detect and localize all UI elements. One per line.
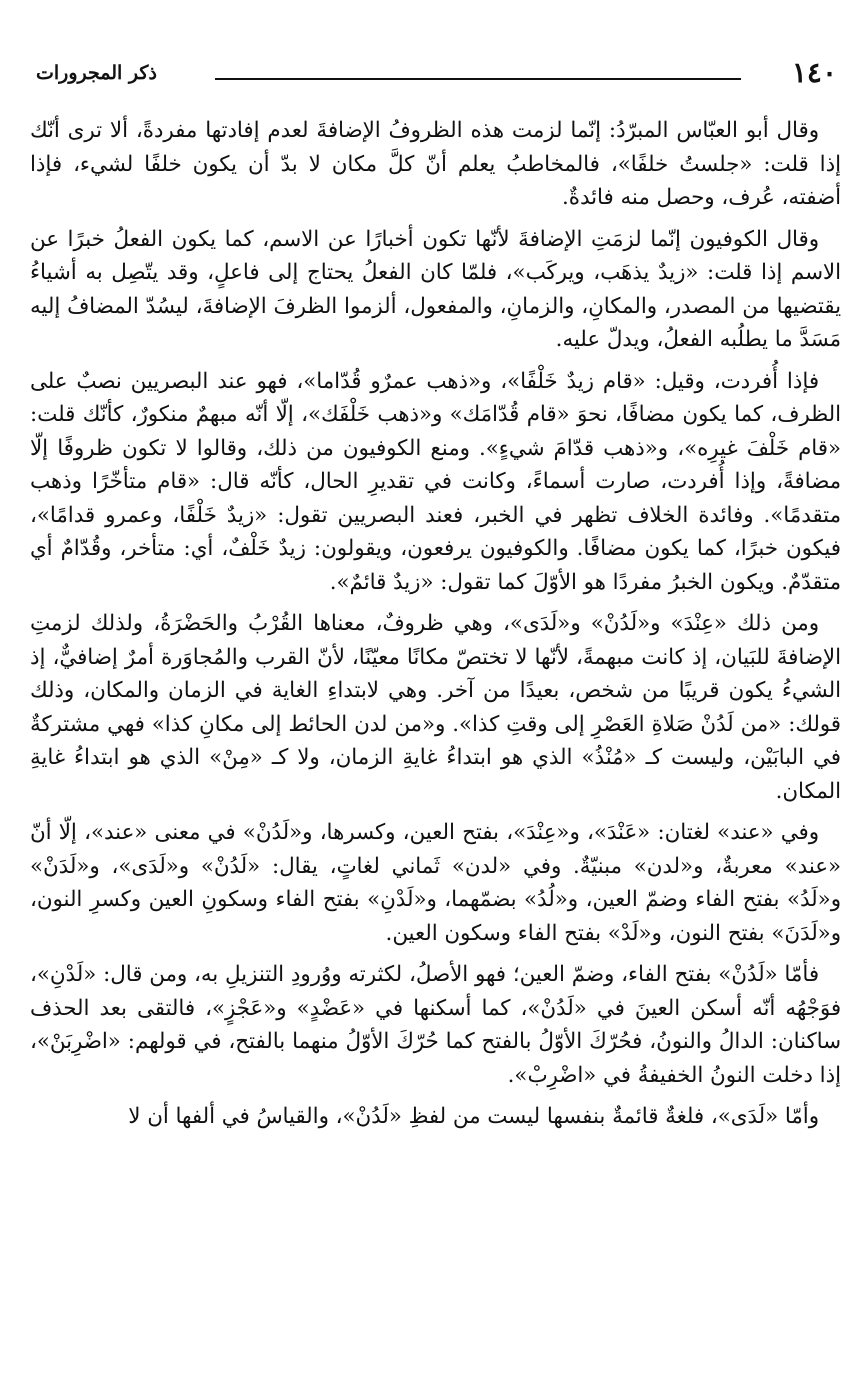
paragraph: وقال الكوفيون إنّما لزمَتِ الإضافةَ لأنّها تكون أخبارًا عن الاسم، كما يكون الفعلُ خبرًا عن الاسم إذا قلت: «زيدٌ يذهَب، ويركَب»، فلمّا كان الفعلُ يحتاج إلى فاعلٍ، وقد يتّصِل به أشياءُ يقتضيها من المصدر، والمكانِ، والزمانِ، والمفعول، ألزموا الظرفَ الإضافةَ، ليسُدّ المضافُ إليه مَسَدَّ ما يطلُبه الفعلُ، ويدلّ عليه.	[30, 226, 841, 352]
paragraph: وفي «عند» لغتان: «عَنْدَ»، و«عِنْدَ»، بفتح العين، وكسرها، و«لَدُنْ» في معنى «عند»، إلّا أنّ «عند» معربةٌ، و«لدن» مبنيّةٌ. وفي «لدن» ثَماني لغاتٍ، يقال: «لَدُنْ» و«لَدَى»، و«لَدَنْ» و«لَدُ» بفتح الفاء وضمّ العين، و«لُدُ» بضمّهما، و«لَدْنِ» بفتح الفاء وسكونِ العين وكسرِ النون، و«لَدَنَ» بفتح النون، و«لَدْ» بفتح الفاء وسكون العين.	[30, 820, 841, 946]
chapter-title: ذكر المجرورات	[36, 62, 157, 84]
paragraph: وقال أبو العبّاس المبرّدُ: إنّما لزمت هذه الظروفُ الإضافةَ لعدم إفادتها مفردةً، ألا ترى أنّك إذا قلت: «جلستُ خلفًا»، فالمخاطبُ يعلم أنّ كلَّ مكان لا بدّ أن يكون خلفًا لشيء، فإذا أضفته، عُرف، وحصل منه فائدةٌ.	[30, 118, 841, 210]
header-rule	[215, 78, 741, 80]
body-text	[30, 114, 841, 1134]
paragraph: فإذا أُفردت، وقيل: «قام زيدٌ خَلْفًا»، و«ذهب عمرٌو قُدّاما»، فهو عند البصريين نصبٌ على الظرف، كما يكون مضافًا، نحوَ «قام قُدّامَك» و«ذهب خَلْفَك»، إلّا أنّه مبهمٌ منكورٌ، كأنّك قلت: «قام خَلْفَ غيرِه»، و«ذهب قدّامَ شيءٍ». ومنع الكوفيون من ذلك، وقالوا لا تكون ظروفًا إلّا مضافةً، وإذا أُفردت، صارت أسماءً، وكانت في تقديرِ الحال، كأنّه قال: «قام متأخّرًا وذهب متقدمًا». وفائدة الخلاف تظهر في الخبر، فعند البصريين تقول: «زيدٌ خَلْفًا، وعمرو قدامًا»، فيكون خبرًا، كما يكون مضافًا. والكوفيون يرفعون، ويقولون: زيدٌ خَلْفٌ، أي: متأخر، وقُدّامٌ أي متقدّمٌ. ويكون الخبرُ مفردًا هو الأوّلَ كما تقول: «زيدٌ قائمٌ».	[30, 368, 841, 595]
running-header	[30, 58, 841, 92]
paragraph: وأمّا «لَدَى»، فلغةٌ قائمةٌ بنفسها ليست من لفظِ «لَدُنْ»، والقياسُ في ألفها أن لا	[128, 1104, 819, 1129]
page-number: ١٤٠	[791, 56, 837, 89]
paragraph: ومن ذلك «عِنْدَ» و«لَدُنْ» و«لَدَى»، وهي ظروفٌ، معناها القُرْبُ والحَضْرَةُ، ولذلك لزمتِ الإضافةَ للبَيان، إذ كانت مبهمةً، لأنّها لا تختصّ مكانًا معيّنًا، لأنّ القرب والمُجاوَرة أمرٌ إضافيٌّ، إذ الشيءُ يكون قريبًا من شخص، بعيدًا من آخر. وهي لابتداءِ الغاية في الزمان والمكان، وذلك قولك: «من لَدُنْ صَلاةِ العَصْرِ إلى وقتِ كذا». و«من لدن الحائط إلى مكانِ كذا» فهي مشتركةٌ في البابَيْن، وليست كـ «مُنْذُ» الذي هو ابتداءُ غايةِ الزمان، ولا كـ «مِنْ» الذي هو ابتداءُ غايةِ المكان.	[30, 611, 841, 804]
paragraph: فأمّا «لَدُنْ» بفتح الفاء، وضمّ العين؛ فهو الأصلُ، لكثرته ووُرودِ التنزيلِ به، ومن قال: «لَدْنِ»، فوَجْهُه أنّه أسكن العينَ في «لَدُنْ»، كما أسكنها في «عَضْدٍ» و«عَجْزٍ»، فالتقى بعد الحذف ساكنان: الدالُ والنونُ، فحُرّكَ الأوّلُ بالفتح كما حُرّكَ الأوّلُ منهما بالفتح، في قولهم: «اضْرِبَنْ»، إذا دخلت النونُ الخفيفةُ في «اضْرِبْ».	[30, 962, 841, 1088]
